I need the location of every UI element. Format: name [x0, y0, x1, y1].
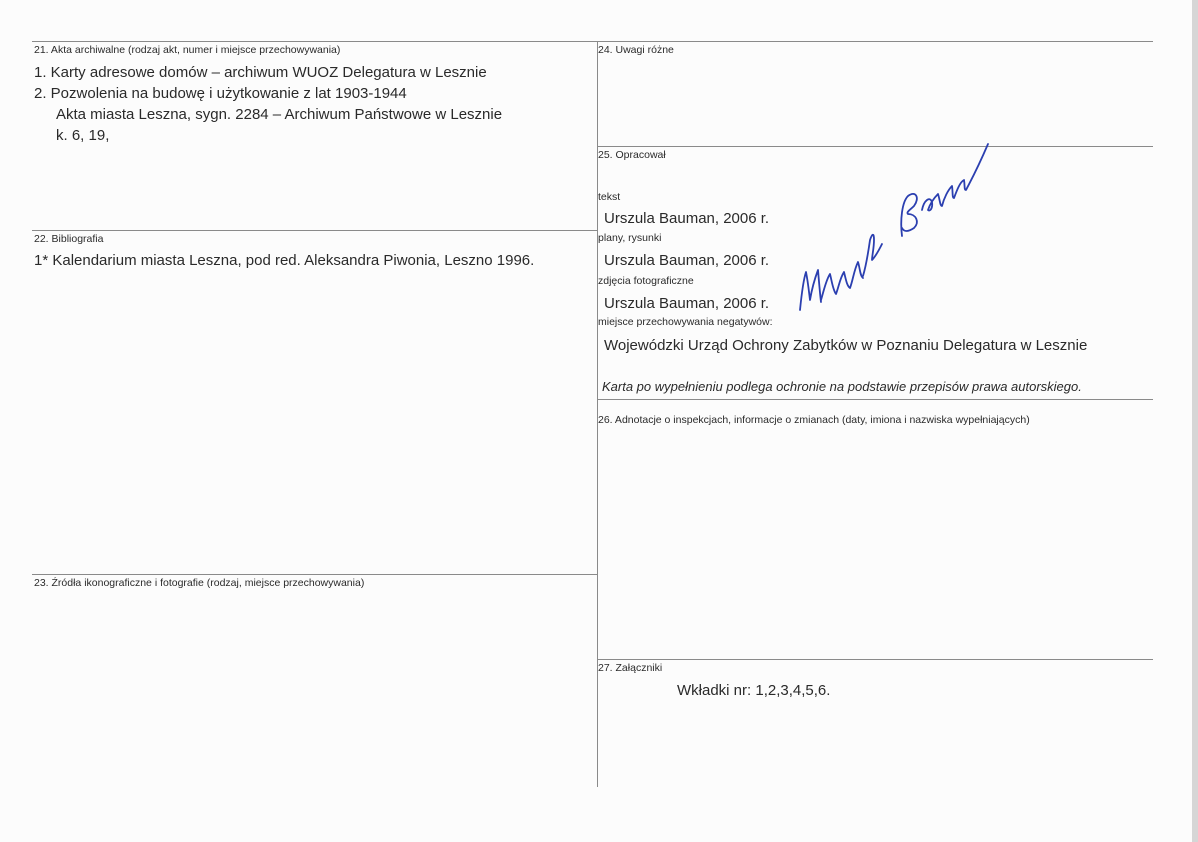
negatywy-value: Wojewódzki Urząd Ochrony Zabytków w Poznaniu Delegatura w Lesznie	[604, 337, 1088, 354]
section-22-line-1: 1* Kalendarium miasta Leszna, pod red. Aleksandra Piwonia, Leszno 1996.	[34, 252, 535, 269]
copyright-note: Karta po wypełnieniu podlega ochronie na podstawie przepisów prawa autorskiego.	[602, 379, 1082, 394]
zdjecia-label: zdjęcia fotograficzne	[598, 275, 694, 287]
section-21-label: 21. Akta archiwalne (rodzaj akt, numer i miejsce przechowywania)	[34, 44, 341, 56]
section-21-line-4: k. 6, 19,	[56, 127, 110, 144]
section-27-label: 27. Załączniki	[598, 662, 663, 674]
plany-label: plany, rysunki	[598, 232, 662, 244]
rule-top-right	[598, 41, 1153, 42]
negatywy-label: miejsce przechowywania negatywów:	[598, 316, 773, 328]
section-24-label: 24. Uwagi różne	[598, 44, 674, 56]
handwritten-signature	[790, 140, 990, 320]
section-21-line-2: 2. Pozwolenia na budowę i użytkowanie z lat 1903-1944	[34, 85, 407, 102]
section-23-label: 23. Źródła ikonograficzne i fotografie (rodzaj, miejsce przechowywania)	[34, 577, 365, 589]
section-22-label: 22. Bibliografia	[34, 233, 104, 245]
section-21-line-1: 1. Karty adresowe domów – archiwum WUOZ Delegatura w Lesznie	[34, 64, 487, 81]
tekst-value: Urszula Bauman, 2006 r.	[604, 210, 770, 227]
rule-26-top	[598, 399, 1153, 400]
section-27-value: Wkładki nr: 1,2,3,4,5,6.	[677, 682, 831, 699]
section-21-line-3: Akta miasta Leszna, sygn. 2284 – Archiwum Państwowe w Lesznie	[56, 106, 503, 123]
rule-22-top	[32, 230, 598, 231]
section-26-label: 26. Adnotacje o inspekcjach, informacje o zmianach (daty, imiona i nazwiska wypełniających)	[598, 414, 1030, 426]
plany-value: Urszula Bauman, 2006 r.	[604, 252, 770, 269]
page-edge	[1192, 0, 1198, 842]
tekst-label: tekst	[598, 191, 621, 203]
rule-27-top	[598, 659, 1153, 660]
zdjecia-value: Urszula Bauman, 2006 r.	[604, 295, 770, 312]
section-25-label: 25. Opracował	[598, 149, 666, 161]
rule-top-left	[32, 41, 598, 42]
rule-23-top	[32, 574, 598, 575]
